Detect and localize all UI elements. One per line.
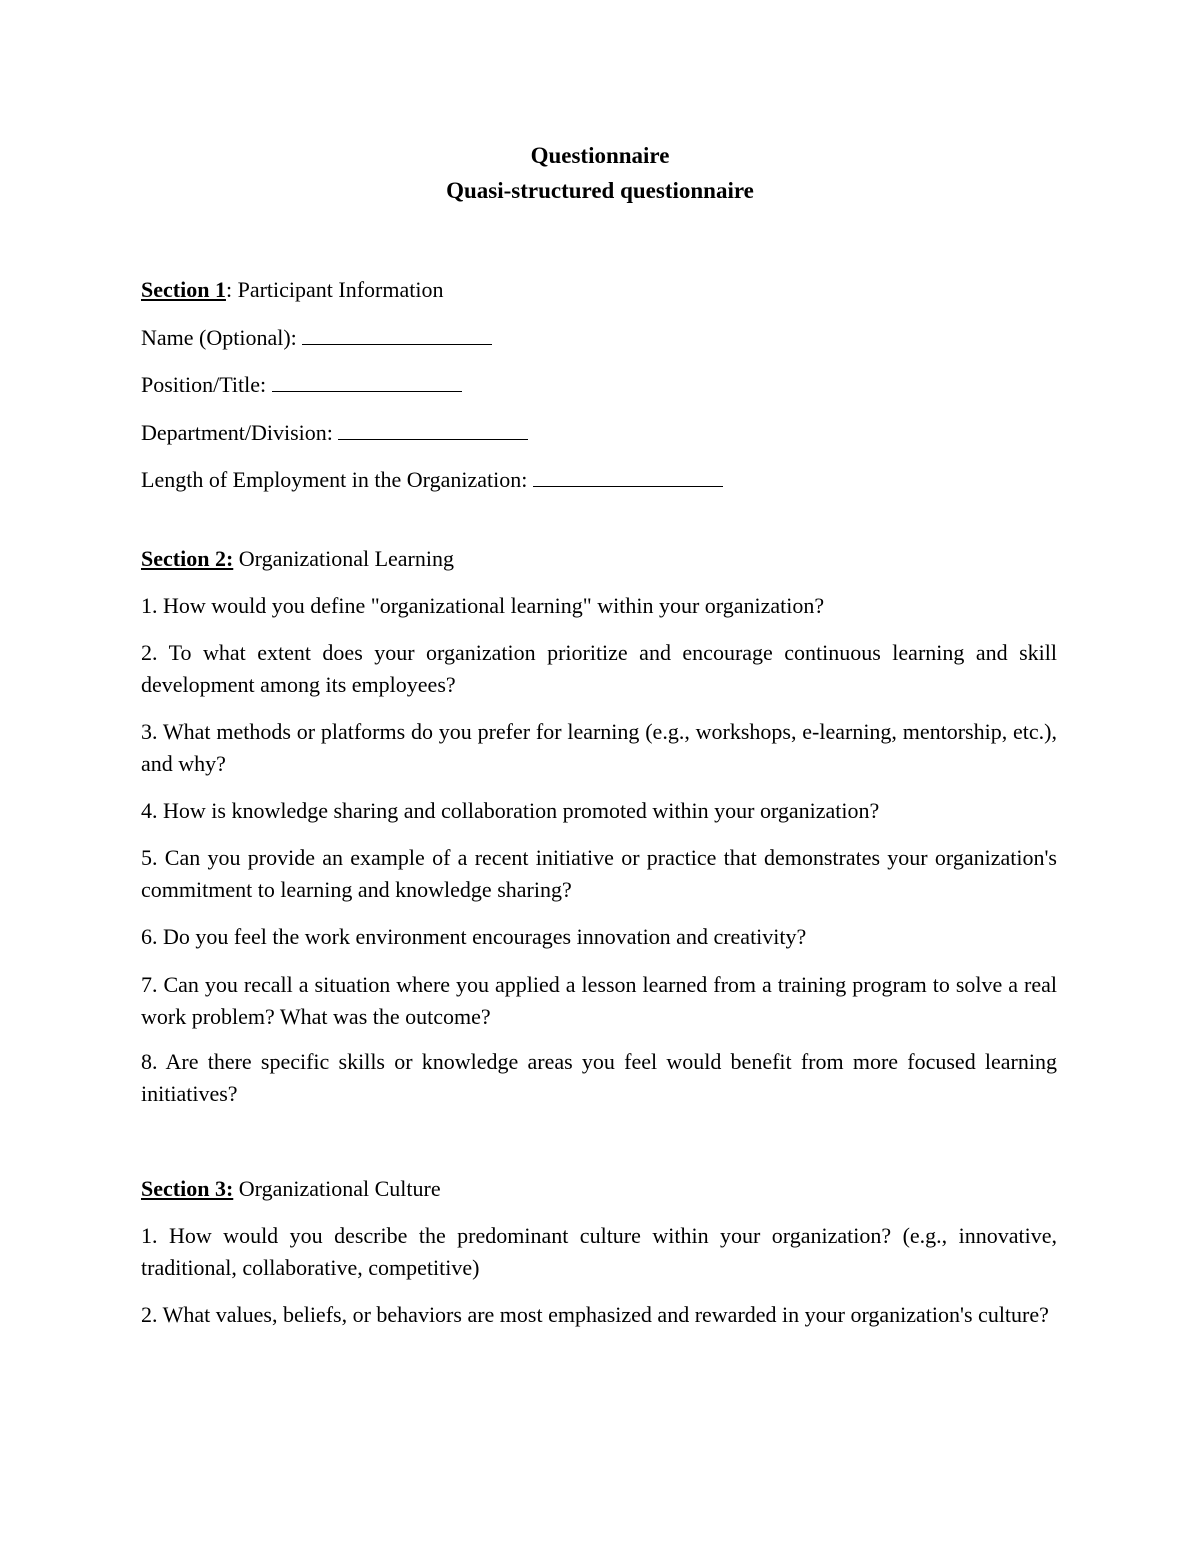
field-position-blank[interactable] — [272, 373, 462, 392]
section-3-label: Section 3: — [141, 1176, 234, 1201]
field-name-label: Name (Optional): — [141, 325, 303, 350]
field-employment-length — [141, 464, 1057, 496]
section-1-title: Participant Information — [232, 277, 444, 302]
field-department-label: Department/Division: — [141, 420, 339, 445]
section-2-question-5: 5. Can you provide an example of a recent initiative or practice that demonstrates your organization's commitment to learning and knowledge sharing? — [141, 845, 1057, 902]
field-department — [141, 417, 1057, 449]
section-3-title: Organizational Culture — [233, 1176, 441, 1201]
field-employment-length-label: Length of Employment in the Organization: — [141, 467, 533, 492]
section-1-heading — [141, 274, 1057, 306]
document-subtitle: Quasi-structured questionnaire — [446, 178, 754, 203]
section-1-label: Section 1 — [141, 277, 226, 302]
field-name-blank[interactable] — [302, 326, 492, 345]
section-2-heading — [141, 543, 1057, 575]
section-3-question-1: 1. How would you describe the predominant culture within your organization? (e.g., innovative, traditional, collaborative, competitive) — [141, 1223, 1057, 1280]
section-2-question-8: 8. Are there specific skills or knowledge areas you feel would benefit from more focused learning initiatives? — [141, 1049, 1057, 1106]
field-position — [141, 369, 1057, 401]
field-position-label: Position/Title: — [141, 372, 272, 397]
section-2-question-6: 6. Do you feel the work environment encourages innovation and creativity? — [141, 924, 807, 949]
field-name — [141, 322, 1057, 354]
section-3-heading — [141, 1173, 1057, 1205]
section-1-colon: : — [225, 277, 233, 302]
field-department-blank[interactable] — [338, 421, 528, 440]
section-2-question-1: 1. How would you define "organizational learning" within your organization? — [141, 593, 825, 618]
section-2-question-7: 7. Can you recall a situation where you applied a lesson learned from a training program to solve a real work problem? What was the outcome? — [141, 972, 1057, 1029]
document-title: Questionnaire — [530, 143, 670, 168]
section-2-question-4: 4. How is knowledge sharing and collaboration promoted within your organization? — [141, 798, 880, 823]
section-2-label: Section 2: — [141, 546, 234, 571]
section-2-question-2: 2. To what extent does your organization prioritize and encourage continuous learning and skill development among its employees? — [141, 640, 1057, 697]
field-employment-length-blank[interactable] — [533, 468, 723, 487]
section-2-title: Organizational Learning — [233, 546, 454, 571]
section-3-question-2: 2. What values, beliefs, or behaviors are most emphasized and rewarded in your organization's culture? — [141, 1302, 1049, 1327]
section-2-question-3: 3. What methods or platforms do you prefer for learning (e.g., workshops, e-learning, mentorship, etc.), and why? — [141, 719, 1057, 776]
